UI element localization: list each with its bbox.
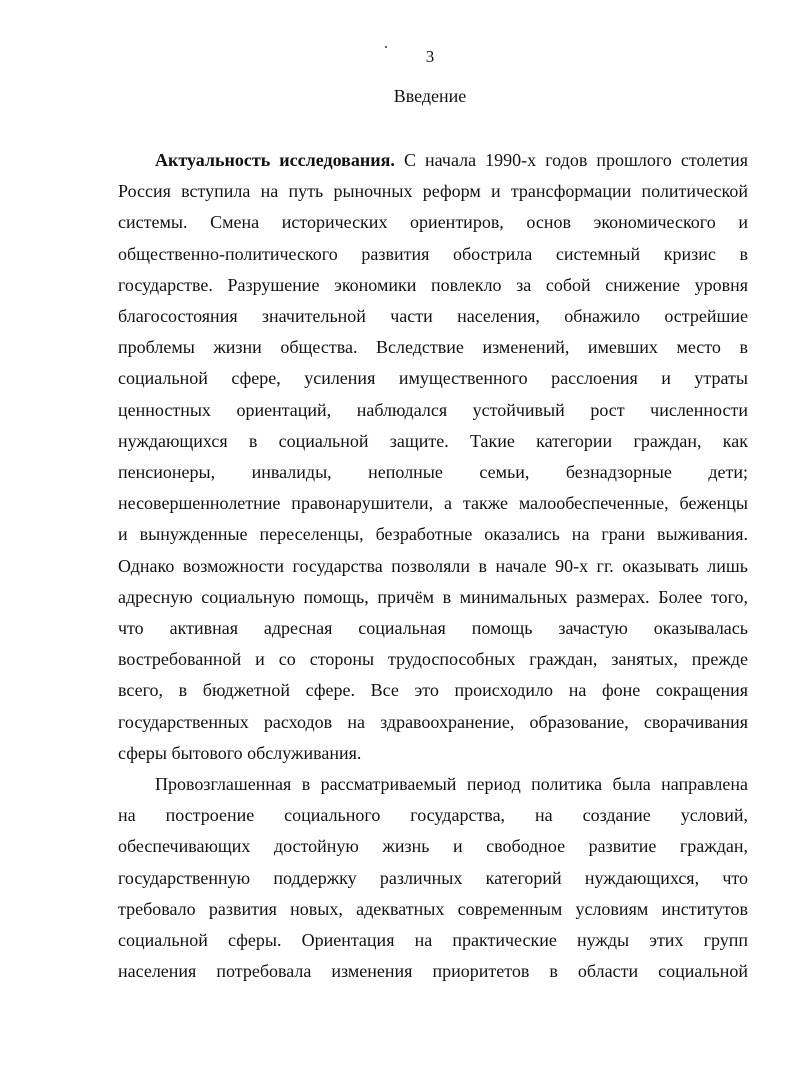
line-text: Провозглашенная в рассматриваемый период политика была направлена	[155, 774, 748, 795]
text-line	[118, 239, 748, 270]
text-line	[118, 301, 748, 332]
line-text: что активная адресная социальная помощь зачастую оказывалась	[118, 618, 748, 639]
text-line	[118, 332, 748, 363]
line-text: С начала 1990-х годов прошлого столетия	[394, 150, 749, 170]
text-line	[118, 457, 748, 488]
line-text: Однако возможности государства позволяли в начале 90-х гг. оказывать лишь	[118, 555, 748, 576]
text-line	[118, 925, 748, 956]
paragraph-policy	[118, 769, 748, 987]
line-text: социальной сфере, усиления имущественного расслоения и утраты	[118, 368, 748, 389]
text-line	[118, 644, 748, 675]
text-line	[118, 519, 748, 550]
section-title: Введение	[393, 86, 467, 106]
text-line	[118, 956, 748, 987]
line-text: адресную социальную помощь, причём в минимальных размерах. Более того,	[118, 586, 748, 607]
body-text	[118, 145, 748, 987]
line-text: социальной сферы. Ориентация на практические нужды этих групп	[118, 930, 748, 951]
line-text: Россия вступила на путь рыночных реформ и трансформации политической	[118, 181, 748, 202]
text-line	[118, 270, 748, 301]
text-line	[118, 613, 748, 644]
line-text: обеспечивающих достойную жизнь и свободное развитие граждан,	[118, 836, 748, 857]
text-line	[118, 207, 748, 238]
text-line	[118, 675, 748, 706]
text-line	[118, 863, 748, 894]
line-text: государственных расходов на здравоохранение, образование, сворачивания	[118, 711, 748, 732]
line-text: на построение социального государства, на создание условий,	[118, 805, 748, 826]
line-text: проблемы жизни общества. Вследствие изменений, имевших место в	[118, 337, 748, 358]
line-text: и вынужденные переселенцы, безработные оказались на грани выживания.	[118, 524, 748, 545]
line-text: общественно-политического развития обострила системный кризис в	[118, 243, 748, 264]
text-line	[118, 488, 748, 519]
line-text: ценностных ориентаций, наблюдался устойчивый рост численности	[118, 399, 748, 420]
text-line	[118, 551, 748, 582]
lead-heading: Актуальность исследования.	[155, 150, 395, 170]
text-line	[118, 176, 748, 207]
line-text: системы. Смена исторических ориентиров, основ экономического и	[118, 212, 748, 233]
text-line	[118, 800, 748, 831]
text-line	[118, 707, 748, 738]
text-line	[118, 363, 748, 394]
text-line	[118, 145, 748, 176]
paragraph-relevance	[118, 145, 748, 769]
line-text: государственную поддержку различных категорий нуждающихся, что	[118, 867, 748, 888]
page-number: 3	[425, 47, 435, 66]
line-text: востребованной и со стороны трудоспособных граждан, занятых, прежде	[118, 649, 748, 670]
text-line	[118, 395, 748, 426]
line-text: сферы бытового обслуживания.	[118, 742, 362, 763]
line-text: населения потребовала изменения приоритетов в области социальной	[118, 961, 748, 982]
text-line	[118, 831, 748, 862]
line-text: несовершеннолетние правонарушители, а также малообеспеченные, беженцы	[118, 493, 748, 514]
line-text: благосостояния значительной части населения, обнажило острейшие	[118, 306, 748, 327]
text-line	[118, 894, 748, 925]
line-text: всего, в бюджетной сфере. Все это происходило на фоне сокращения	[118, 680, 748, 701]
text-line	[118, 769, 748, 800]
line-text: требовало развития новых, адекватных современным условиям институтов	[118, 898, 748, 919]
line-text: государстве. Разрушение экономики повлекло за собой снижение уровня	[118, 274, 748, 295]
text-line	[118, 582, 748, 613]
line-text: нуждающихся в социальной защите. Такие категории граждан, как	[118, 430, 748, 451]
text-line	[118, 426, 748, 457]
line-text: пенсионеры, инвалиды, неполные семьи, безнадзорные дети;	[118, 462, 748, 483]
text-line	[118, 738, 748, 769]
